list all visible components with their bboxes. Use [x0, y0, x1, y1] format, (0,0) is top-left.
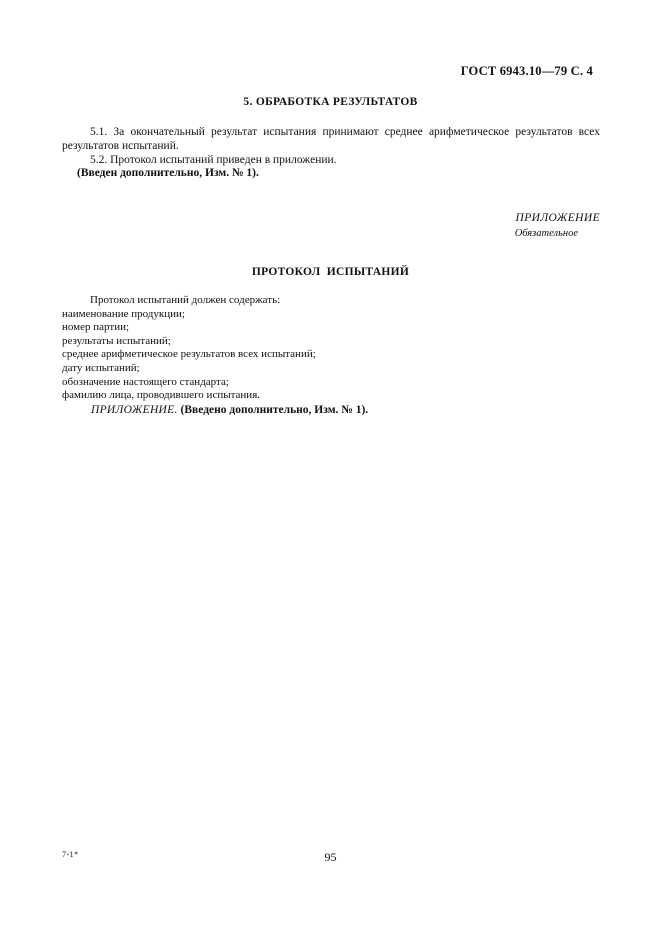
list-item: фамилию лица, проводившего испытания.	[62, 389, 261, 402]
list-item: результаты испытаний;	[62, 334, 171, 347]
list-item: дату испытаний;	[62, 361, 140, 374]
paragraph-5-1: 5.1. За окончательный результат испытания принимают среднее арифметическое результатов всех результатов испытаний.	[62, 126, 600, 152]
protocol-intro: Протокол испытаний должен содержать:	[90, 294, 281, 306]
protocol-contents	[62, 294, 316, 403]
document-header: ГОСТ 6943.10—79 С. 4	[460, 64, 593, 78]
list-item: номер партии;	[62, 321, 130, 334]
appendix-amendment-note	[91, 404, 368, 416]
list-item: наименование продукции;	[62, 307, 185, 320]
sheet-mark: 7-1*	[62, 850, 79, 859]
appendix-note-label: ПРИЛОЖЕНИЕ.	[91, 404, 178, 416]
appendix-note-text: (Введено дополнительно, Изм. № 1).	[180, 404, 369, 416]
amendment-note: (Введен дополнительно, Изм. № 1).	[77, 167, 259, 179]
appendix-label: ПРИЛОЖЕНИЕ	[515, 212, 600, 224]
section-title: 5. ОБРАБОТКА РЕЗУЛЬТАТОВ	[243, 96, 418, 108]
protocol-title: ПРОТОКОЛ ИСПЫТАНИЙ	[251, 266, 410, 278]
paragraph-5-2: 5.2. Протокол испытаний приведен в приложении.	[90, 154, 337, 166]
list-item: среднее арифметическое результатов всех испытаний;	[62, 348, 316, 361]
list-item: обозначение настоящего стандарта;	[62, 375, 229, 388]
page-number: 95	[324, 850, 337, 864]
appendix-status: Обязательное	[514, 228, 578, 239]
